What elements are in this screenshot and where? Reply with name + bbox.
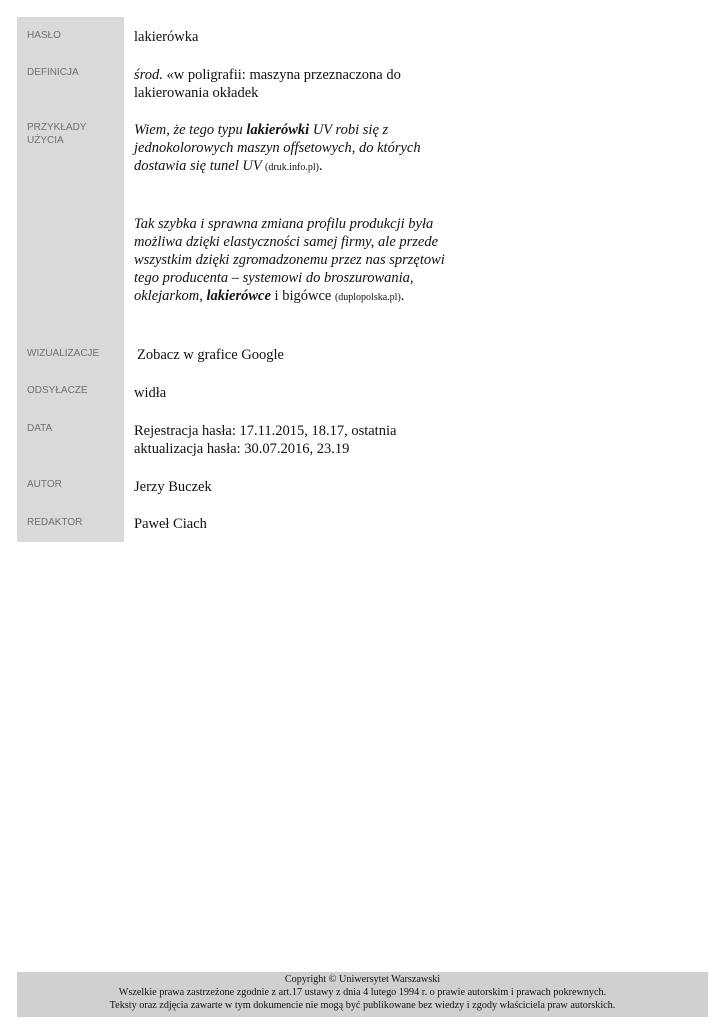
footer-copyright: Copyright © Uniwersytet Warszawski (284, 974, 441, 985)
google-images-link[interactable]: Zobacz w grafice Google (137, 347, 284, 363)
example1-headword: lakierówki (246, 122, 310, 138)
example2-line3: wszystkim dzięki zgromadzonemu przez nas sprzętowi (134, 252, 445, 268)
example2-headword: lakierówce (206, 288, 271, 304)
example1-line3: dostawia się tunel UV (134, 158, 266, 174)
label-haslo: HASŁO (27, 30, 61, 41)
editor-name: Paweł Ciach (134, 516, 207, 532)
label-data: DATA (27, 423, 53, 434)
label-odsylacze: ODSYŁACZE (27, 385, 88, 396)
example1-source: (druk.info.pl) (265, 162, 319, 173)
footer-rights: Wszelkie prawa zastrzeżone zgodnie z art.17 ustawy z dnia 4 lutego 1994 r. o prawie autorskim i prawach pokrewnych. (118, 987, 607, 998)
example1-line2: jednokolorowych maszyn offsetowych, do których (134, 140, 421, 156)
cross-reference-link[interactable]: widła (134, 385, 167, 401)
example2-line4: tego producenta – systemowi do broszurowania, (134, 270, 414, 286)
example2-line5-a: oklejarkom, (134, 288, 207, 304)
label-przyklady (27, 121, 122, 147)
label-autor: AUTOR (27, 479, 62, 490)
definition-text-1: «w poligrafii: maszyna przeznaczona do (162, 67, 401, 83)
headword: lakierówka (134, 29, 199, 45)
example2-source: (duplopolska.pl) (334, 292, 401, 303)
label-definicja: DEFINICJA (27, 67, 79, 78)
usage-example-2 (134, 215, 454, 307)
definition-qualifier: środ. (134, 67, 163, 83)
example2-end: . (400, 288, 405, 304)
usage-example-1 (134, 121, 454, 177)
label-przyklady-line2: UŻYCIA (27, 135, 64, 146)
example1-line1-a: Wiem, że tego typu (134, 122, 247, 138)
registration-date: Rejestracja hasła: 17.11.2015, 18.17, ostatnia (134, 423, 397, 439)
update-date: aktualizacja hasła: 30.07.2016, 23.19 (134, 441, 350, 457)
example2-line5-b: i bigówce (270, 288, 335, 304)
definition (134, 66, 454, 102)
example1-end: . (318, 158, 323, 174)
definition-text-2: lakierowania okładek (134, 85, 259, 101)
label-redaktor: REDAKTOR (27, 517, 83, 528)
label-column (17, 17, 124, 542)
author-name: Jerzy Buczek (134, 479, 212, 495)
label-wizualizacje: WIZUALIZACJE (27, 348, 100, 359)
entry-dates (134, 422, 454, 458)
footer-notice: Teksty oraz zdjęcia zawarte w tym dokumencie nie mogą być publikowane bez wiedzy i zgody właściciela praw autorskich. (109, 1000, 616, 1011)
example2-line2: możliwa dzięki elastyczności samej firmy, ale przede (134, 234, 439, 250)
label-przyklady-line1: PRZYKŁADY (27, 122, 87, 133)
example1-line1-b: UV robi się z (309, 122, 389, 138)
example2-line1: Tak szybka i sprawna zmiana profilu produkcji była (134, 216, 434, 232)
copyright-footer (17, 972, 708, 1017)
